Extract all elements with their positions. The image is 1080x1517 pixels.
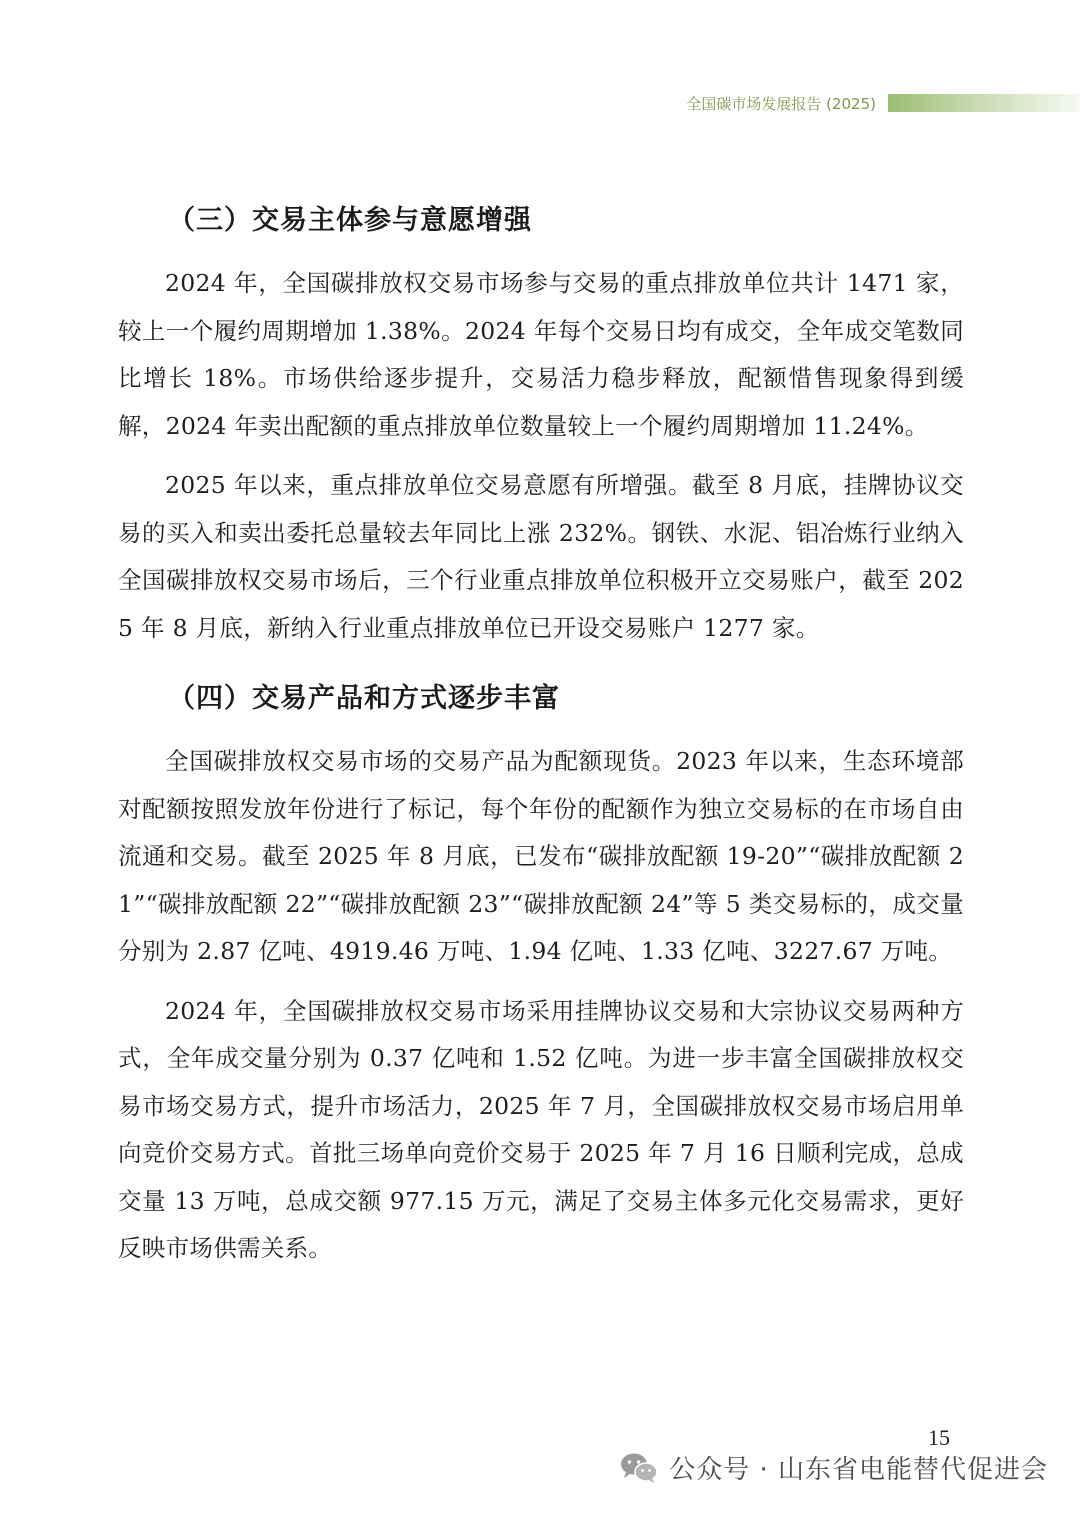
page-content [118, 196, 964, 1273]
header-accent-bar [888, 94, 1080, 112]
section-heading-3: （三）交易主体参与意愿增强 [168, 205, 532, 236]
watermark-text: 公众号 · 山东省电能替代促进会 [669, 1455, 1048, 1485]
page-number: 15 [928, 1425, 950, 1450]
running-header-title: 全国碳市场发展报告 (2025) [686, 94, 876, 113]
paragraph: 2024 年，全国碳排放权交易市场采用挂牌协议交易和大宗协议交易两种方式，全年成交量分别为 0.37 亿吨和 1.52 亿吨。为进一步丰富全国碳排放权交易市场交易方式，提升市场活力，2025 年 7 月，全国碳排放权交易市场启用单向竞价交易方式。首批三场单向竞价交易于 2025 年 7 月 16 日顺利完成，总成交量 13 万吨，总成交额 977.15 万元，满足了交易主体多元化交易需求，更好反映市场供需关系。 [118, 996, 964, 1262]
running-header [686, 92, 1080, 114]
wechat-icon [619, 1451, 659, 1485]
paragraph: 全国碳排放权交易市场的交易产品为配额现货。2023 年以来，生态环境部对配额按照发放年份进行了标记，每个年份的配额作为独立交易标的在市场自由流通和交易。截至 2025 年 8 月底，已发布“碳排放配额 19-20”“碳排放配额 21”“碳排放配额 22”“碳排放配额 23”“碳排放配额 24”等 5 类交易标的，成交量分别为 2.87 亿吨、4919.46 万吨、1.94 亿吨、1.33 亿吨、3227.67 万吨。 [118, 747, 964, 965]
section-heading-4: （四）交易产品和方式逐步丰富 [168, 683, 560, 714]
paragraph: 2025 年以来，重点排放单位交易意愿有所增强。截至 8 月底，挂牌协议交易的买入和卖出委托总量较去年同比上涨 232%。钢铁、水泥、铝冶炼行业纳入全国碳排放权交易市场后，三个行业重点排放单位积极开立交易账户，截至 2025 年 8 月底，新纳入行业重点排放单位已开设交易账户 1277 家。 [118, 471, 964, 642]
paragraph: 2024 年，全国碳排放权交易市场参与交易的重点排放单位共计 1471 家，较上一个履约周期增加 1.38%。2024 年每个交易日均有成交，全年成交笔数同比增长 18%。市场供给逐步提升，交易活力稳步释放，配额惜售现象得到缓解，2024 年卖出配额的重点排放单位数量较上一个履约周期增加 11.24%。 [118, 269, 964, 440]
watermark [619, 1449, 1048, 1486]
